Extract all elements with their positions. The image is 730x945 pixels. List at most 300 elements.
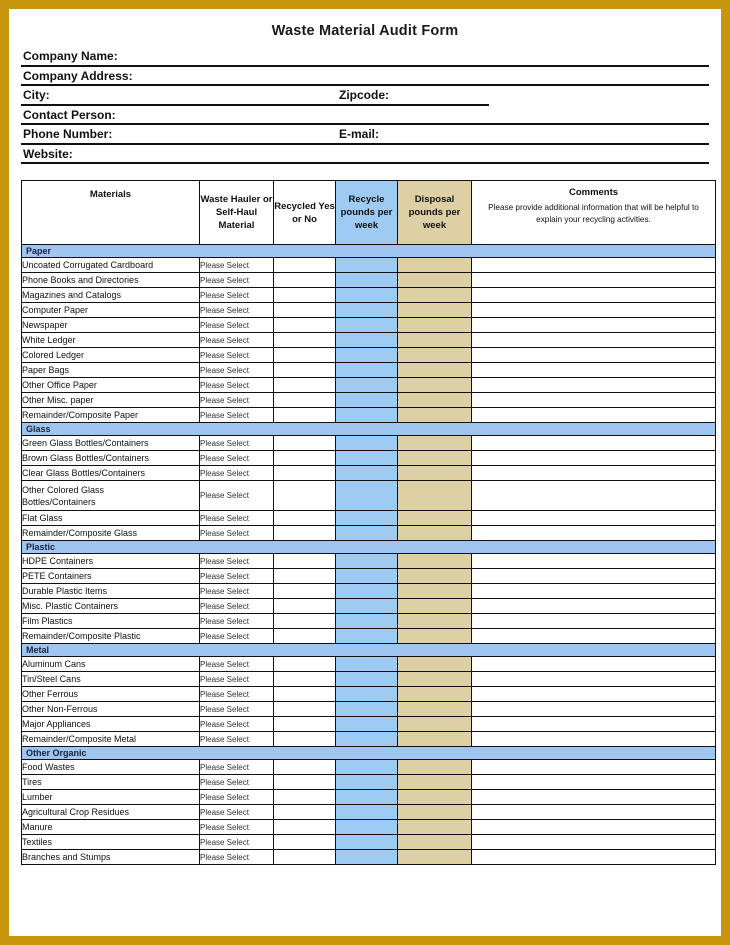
table-row (22, 850, 716, 865)
material-name-cell (22, 273, 200, 288)
material-name-cell (22, 702, 200, 717)
table-row (22, 466, 716, 481)
material-name-cell (22, 599, 200, 614)
material-name-cell (22, 672, 200, 687)
waste-hauler-select[interactable]: Please Select (200, 466, 274, 481)
table-row (22, 599, 716, 614)
disposal-pounds-input[interactable] (398, 820, 472, 835)
field-row (21, 145, 709, 165)
recycled-yes-no-input[interactable] (274, 258, 336, 273)
column-header-waste-hauler: Waste Hauler or Self-Haul Material (200, 181, 274, 245)
material-name-cell (22, 657, 200, 672)
disposal-pounds-input[interactable] (398, 687, 472, 702)
waste-hauler-select[interactable]: Please Select (200, 584, 274, 599)
waste-material-table (21, 180, 716, 865)
material-name-cell (22, 569, 200, 584)
recycled-yes-no-input[interactable] (274, 393, 336, 408)
disposal-pounds-input[interactable] (398, 258, 472, 273)
column-header-comments (472, 181, 716, 245)
recycle-pounds-input[interactable] (336, 288, 398, 303)
table-header (22, 181, 716, 245)
recycled-yes-no-input[interactable] (274, 466, 336, 481)
comments-input[interactable] (472, 672, 716, 687)
disposal-pounds-input[interactable] (398, 436, 472, 451)
section-header-row (22, 245, 716, 258)
table-row (22, 378, 716, 393)
recycle-pounds-input[interactable] (336, 258, 398, 273)
table-row (22, 775, 716, 790)
table-row (22, 732, 716, 747)
recycle-pounds-input[interactable] (336, 273, 398, 288)
material-name-cell (22, 584, 200, 599)
material-label: Branches and Stumps (22, 852, 111, 862)
disposal-pounds-input[interactable] (398, 584, 472, 599)
section-label: Paper (26, 246, 52, 256)
material-name-cell (22, 348, 200, 363)
disposal-pounds-input[interactable] (398, 835, 472, 850)
waste-hauler-select[interactable]: Please Select (200, 614, 274, 629)
material-name-cell (22, 760, 200, 775)
disposal-pounds-input[interactable] (398, 702, 472, 717)
material-label: Remainder/Composite Metal (22, 734, 137, 744)
waste-hauler-select[interactable]: Please Select (200, 672, 274, 687)
table-row (22, 702, 716, 717)
recycle-pounds-input[interactable] (336, 657, 398, 672)
recycled-yes-no-input[interactable] (274, 790, 336, 805)
waste-hauler-select[interactable]: Please Select (200, 511, 274, 526)
column-header-disposal-pounds: Disposal pounds per week (398, 181, 472, 245)
comments-input[interactable] (472, 629, 716, 644)
disposal-pounds-input[interactable] (398, 466, 472, 481)
comments-input[interactable] (472, 436, 716, 451)
waste-hauler-select[interactable]: Please Select (200, 258, 274, 273)
waste-hauler-select[interactable]: Please Select (200, 554, 274, 569)
comments-input[interactable] (472, 820, 716, 835)
waste-hauler-select[interactable]: Please Select (200, 393, 274, 408)
comments-input[interactable] (472, 584, 716, 599)
comments-input[interactable] (472, 850, 716, 865)
recycled-yes-no-input[interactable] (274, 318, 336, 333)
waste-hauler-select[interactable]: Please Select (200, 805, 274, 820)
material-name-cell (22, 378, 200, 393)
comments-input[interactable] (472, 481, 716, 511)
comments-input[interactable] (472, 835, 716, 850)
field-label: Website: (23, 146, 73, 161)
recycled-yes-no-input[interactable] (274, 554, 336, 569)
table-row (22, 288, 716, 303)
waste-hauler-select[interactable]: Please Select (200, 408, 274, 423)
waste-hauler-select[interactable]: Please Select (200, 273, 274, 288)
table-row (22, 526, 716, 541)
comments-input[interactable] (472, 687, 716, 702)
comments-input[interactable] (472, 614, 716, 629)
material-label: Clear Glass Bottles/Containers (22, 468, 146, 478)
material-label: Other Colored Glass (22, 484, 105, 495)
recycled-yes-no-input[interactable] (274, 775, 336, 790)
recycled-yes-no-input[interactable] (274, 732, 336, 747)
field-row (21, 125, 709, 145)
recycled-yes-no-input[interactable] (274, 511, 336, 526)
recycled-yes-no-input[interactable] (274, 436, 336, 451)
table-row (22, 790, 716, 805)
comments-title: Comments (568, 187, 619, 198)
recycle-pounds-input[interactable] (336, 850, 398, 865)
section-header-cell (22, 747, 716, 760)
section-header-row (22, 423, 716, 436)
material-name-cell (22, 526, 200, 541)
recycle-pounds-input[interactable] (336, 599, 398, 614)
waste-hauler-select[interactable]: Please Select (200, 657, 274, 672)
waste-hauler-select[interactable]: Please Select (200, 732, 274, 747)
table-row (22, 820, 716, 835)
recycle-pounds-input[interactable] (336, 835, 398, 850)
material-name-cell (22, 775, 200, 790)
recycled-yes-no-input[interactable] (274, 717, 336, 732)
comments-subtitle: Please provide additional information that will be helpful to explain your recycling activities. (488, 203, 699, 224)
material-name-cell (22, 393, 200, 408)
waste-hauler-select[interactable]: Please Select (200, 717, 274, 732)
recycle-pounds-input[interactable] (336, 378, 398, 393)
recycled-yes-no-input[interactable] (274, 363, 336, 378)
recycle-pounds-input[interactable] (336, 672, 398, 687)
material-label-line2: Bottles/Containers (22, 496, 96, 507)
recycle-pounds-input[interactable] (336, 775, 398, 790)
comments-input[interactable] (472, 657, 716, 672)
material-label: Misc. Plastic Containers (22, 601, 119, 611)
disposal-pounds-input[interactable] (398, 318, 472, 333)
recycle-pounds-input[interactable] (336, 584, 398, 599)
waste-hauler-select[interactable]: Please Select (200, 333, 274, 348)
recycle-pounds-input[interactable] (336, 732, 398, 747)
recycle-pounds-input[interactable] (336, 790, 398, 805)
recycled-yes-no-input[interactable] (274, 820, 336, 835)
comments-input[interactable] (472, 599, 716, 614)
recycle-pounds-input[interactable] (336, 717, 398, 732)
comments-input[interactable] (472, 569, 716, 584)
recycled-yes-no-input[interactable] (274, 672, 336, 687)
disposal-pounds-input[interactable] (398, 288, 472, 303)
company-info-fields (21, 47, 709, 164)
recycle-pounds-input[interactable] (336, 408, 398, 423)
table-row (22, 687, 716, 702)
material-label: Other Office Paper (22, 380, 97, 390)
field-label: Company Name: (23, 49, 118, 63)
recycle-pounds-input[interactable] (336, 687, 398, 702)
material-label: Agricultural Crop Residues (22, 807, 130, 817)
disposal-pounds-input[interactable] (398, 451, 472, 466)
recycle-pounds-input[interactable] (336, 318, 398, 333)
material-name-cell (22, 318, 200, 333)
page-title: Waste Material Audit Form (271, 23, 459, 39)
disposal-pounds-input[interactable] (398, 511, 472, 526)
material-name-cell (22, 850, 200, 865)
table-row (22, 835, 716, 850)
waste-hauler-select[interactable]: Please Select (200, 303, 274, 318)
material-label: Uncoated Corrugated Cardboard (22, 260, 154, 270)
disposal-pounds-input[interactable] (398, 348, 472, 363)
recycled-yes-no-input[interactable] (274, 273, 336, 288)
material-label: Computer Paper (22, 305, 89, 315)
table-row (22, 481, 716, 511)
disposal-pounds-input[interactable] (398, 850, 472, 865)
material-name-cell (22, 363, 200, 378)
table-row (22, 393, 716, 408)
material-label: Major Appliances (22, 719, 91, 729)
material-name-cell (22, 436, 200, 451)
waste-hauler-select[interactable]: Please Select (200, 599, 274, 614)
waste-hauler-select[interactable]: Please Select (200, 760, 274, 775)
comments-input[interactable] (472, 318, 716, 333)
waste-hauler-select[interactable]: Please Select (200, 775, 274, 790)
recycle-pounds-input[interactable] (336, 436, 398, 451)
section-label: Metal (26, 645, 50, 655)
material-label: Flat Glass (22, 513, 63, 523)
recycle-pounds-input[interactable] (336, 805, 398, 820)
material-label: Green Glass Bottles/Containers (22, 438, 149, 448)
recycle-pounds-input[interactable] (336, 760, 398, 775)
material-label: Other Misc. paper (22, 395, 94, 405)
waste-hauler-select[interactable]: Please Select (200, 348, 274, 363)
material-name-cell (22, 687, 200, 702)
comments-input[interactable] (472, 378, 716, 393)
table-row (22, 760, 716, 775)
material-label: HDPE Containers (22, 556, 94, 566)
disposal-pounds-input[interactable] (398, 569, 472, 584)
table-row (22, 258, 716, 273)
recycle-pounds-input[interactable] (336, 554, 398, 569)
comments-input[interactable] (472, 363, 716, 378)
recycle-pounds-input[interactable] (336, 333, 398, 348)
comments-input[interactable] (472, 760, 716, 775)
table-row (22, 436, 716, 451)
field-label: Company Address: (23, 68, 133, 83)
recycled-yes-no-input[interactable] (274, 569, 336, 584)
recycled-yes-no-input[interactable] (274, 760, 336, 775)
comments-input[interactable] (472, 258, 716, 273)
disposal-pounds-input[interactable] (398, 378, 472, 393)
recycle-pounds-input[interactable] (336, 393, 398, 408)
recycle-pounds-input[interactable] (336, 702, 398, 717)
comments-input[interactable] (472, 805, 716, 820)
material-label: Lumber (22, 792, 53, 802)
recycled-yes-no-input[interactable] (274, 584, 336, 599)
recycled-yes-no-input[interactable] (274, 348, 336, 363)
comments-input[interactable] (472, 732, 716, 747)
disposal-pounds-input[interactable] (398, 629, 472, 644)
recycle-pounds-input[interactable] (336, 614, 398, 629)
comments-input[interactable] (472, 554, 716, 569)
recycled-yes-no-input[interactable] (274, 408, 336, 423)
comments-input[interactable] (472, 702, 716, 717)
disposal-pounds-input[interactable] (398, 657, 472, 672)
table-row (22, 554, 716, 569)
disposal-pounds-input[interactable] (398, 614, 472, 629)
recycled-yes-no-input[interactable] (274, 599, 336, 614)
recycled-yes-no-input[interactable] (274, 303, 336, 318)
material-label: Remainder/Composite Paper (22, 410, 139, 420)
material-name-cell (22, 614, 200, 629)
material-label: Newspaper (22, 320, 68, 330)
column-header-recycle-pounds: Recycle pounds per week (336, 181, 398, 245)
comments-input[interactable] (472, 511, 716, 526)
waste-hauler-select[interactable]: Please Select (200, 526, 274, 541)
field-row (21, 86, 709, 106)
recycle-pounds-input[interactable] (336, 363, 398, 378)
comments-input[interactable] (472, 288, 716, 303)
section-header-cell (22, 245, 716, 258)
recycled-yes-no-input[interactable] (274, 629, 336, 644)
recycled-yes-no-input[interactable] (274, 835, 336, 850)
comments-input[interactable] (472, 717, 716, 732)
disposal-pounds-input[interactable] (398, 760, 472, 775)
recycled-yes-no-input[interactable] (274, 333, 336, 348)
comments-input[interactable] (472, 348, 716, 363)
table-row (22, 511, 716, 526)
comments-input[interactable] (472, 273, 716, 288)
table-row (22, 584, 716, 599)
recycled-yes-no-input[interactable] (274, 614, 336, 629)
section-header-row (22, 644, 716, 657)
waste-hauler-select[interactable]: Please Select (200, 288, 274, 303)
comments-input[interactable] (472, 393, 716, 408)
table-row (22, 303, 716, 318)
waste-hauler-select[interactable]: Please Select (200, 378, 274, 393)
section-header-row (22, 541, 716, 554)
recycle-pounds-input[interactable] (336, 466, 398, 481)
material-name-cell (22, 451, 200, 466)
table-row (22, 717, 716, 732)
waste-hauler-select[interactable]: Please Select (200, 835, 274, 850)
material-label: Food Wastes (22, 762, 75, 772)
recycled-yes-no-input[interactable] (274, 451, 336, 466)
recycled-yes-no-input[interactable] (274, 850, 336, 865)
disposal-pounds-input[interactable] (398, 273, 472, 288)
comments-input[interactable] (472, 526, 716, 541)
material-name-cell (22, 258, 200, 273)
waste-hauler-select[interactable]: Please Select (200, 790, 274, 805)
disposal-pounds-input[interactable] (398, 333, 472, 348)
material-name-cell (22, 717, 200, 732)
waste-hauler-select[interactable]: Please Select (200, 451, 274, 466)
disposal-pounds-input[interactable] (398, 672, 472, 687)
recycled-yes-no-input[interactable] (274, 378, 336, 393)
comments-input[interactable] (472, 775, 716, 790)
comments-input[interactable] (472, 451, 716, 466)
recycle-pounds-input[interactable] (336, 511, 398, 526)
material-name-cell (22, 333, 200, 348)
material-name-cell (22, 732, 200, 747)
field-row (21, 106, 709, 126)
disposal-pounds-input[interactable] (398, 554, 472, 569)
material-label: Colored Ledger (22, 350, 85, 360)
waste-hauler-select[interactable]: Please Select (200, 363, 274, 378)
material-label: Durable Plastic Items (22, 586, 108, 596)
material-name-cell (22, 554, 200, 569)
table-row (22, 569, 716, 584)
material-name-cell (22, 481, 200, 511)
disposal-pounds-input[interactable] (398, 363, 472, 378)
material-label: Other Ferrous (22, 689, 79, 699)
recycled-yes-no-input[interactable] (274, 481, 336, 511)
table-row (22, 273, 716, 288)
disposal-pounds-input[interactable] (398, 732, 472, 747)
comments-input[interactable] (472, 333, 716, 348)
table-row (22, 451, 716, 466)
material-label: Textiles (22, 837, 53, 847)
material-label: White Ledger (22, 335, 76, 345)
table-row (22, 363, 716, 378)
recycle-pounds-input[interactable] (336, 303, 398, 318)
recycle-pounds-input[interactable] (336, 451, 398, 466)
disposal-pounds-input[interactable] (398, 775, 472, 790)
material-name-cell (22, 288, 200, 303)
recycled-yes-no-input[interactable] (274, 288, 336, 303)
waste-hauler-select[interactable]: Please Select (200, 569, 274, 584)
waste-hauler-select[interactable]: Please Select (200, 436, 274, 451)
material-name-cell (22, 805, 200, 820)
recycled-yes-no-input[interactable] (274, 526, 336, 541)
recycle-pounds-input[interactable] (336, 820, 398, 835)
comments-input[interactable] (472, 790, 716, 805)
material-name-cell (22, 303, 200, 318)
recycle-pounds-input[interactable] (336, 348, 398, 363)
disposal-pounds-input[interactable] (398, 303, 472, 318)
disposal-pounds-input[interactable] (398, 805, 472, 820)
table-body (22, 245, 716, 865)
waste-hauler-select[interactable]: Please Select (200, 687, 274, 702)
table-row (22, 333, 716, 348)
waste-hauler-select[interactable]: Please Select (200, 481, 274, 511)
waste-hauler-select[interactable]: Please Select (200, 318, 274, 333)
recycle-pounds-input[interactable] (336, 569, 398, 584)
disposal-pounds-input[interactable] (398, 481, 472, 511)
material-name-cell (22, 790, 200, 805)
recycled-yes-no-input[interactable] (274, 657, 336, 672)
section-label: Other Organic (26, 748, 87, 758)
table-row (22, 348, 716, 363)
column-header-materials: Materials (22, 181, 200, 245)
table-row (22, 614, 716, 629)
waste-hauler-select[interactable]: Please Select (200, 850, 274, 865)
comments-input[interactable] (472, 303, 716, 318)
field-row (21, 67, 709, 87)
recycle-pounds-input[interactable] (336, 629, 398, 644)
recycled-yes-no-input[interactable] (274, 687, 336, 702)
comments-input[interactable] (472, 466, 716, 481)
material-label: Tires (22, 777, 42, 787)
disposal-pounds-input[interactable] (398, 717, 472, 732)
comments-input[interactable] (472, 408, 716, 423)
material-label: Brown Glass Bottles/Containers (22, 453, 150, 463)
waste-hauler-select[interactable]: Please Select (200, 629, 274, 644)
recycled-yes-no-input[interactable] (274, 702, 336, 717)
recycle-pounds-input[interactable] (336, 481, 398, 511)
disposal-pounds-input[interactable] (398, 790, 472, 805)
material-name-cell (22, 408, 200, 423)
disposal-pounds-input[interactable] (398, 526, 472, 541)
disposal-pounds-input[interactable] (398, 599, 472, 614)
disposal-pounds-input[interactable] (398, 393, 472, 408)
waste-hauler-select[interactable]: Please Select (200, 820, 274, 835)
recycle-pounds-input[interactable] (336, 526, 398, 541)
disposal-pounds-input[interactable] (398, 408, 472, 423)
material-label: Paper Bags (22, 365, 70, 375)
table-row (22, 672, 716, 687)
material-label: Manure (22, 822, 53, 832)
recycled-yes-no-input[interactable] (274, 805, 336, 820)
waste-hauler-select[interactable]: Please Select (200, 702, 274, 717)
material-label: Tin/Steel Cans (22, 674, 81, 684)
